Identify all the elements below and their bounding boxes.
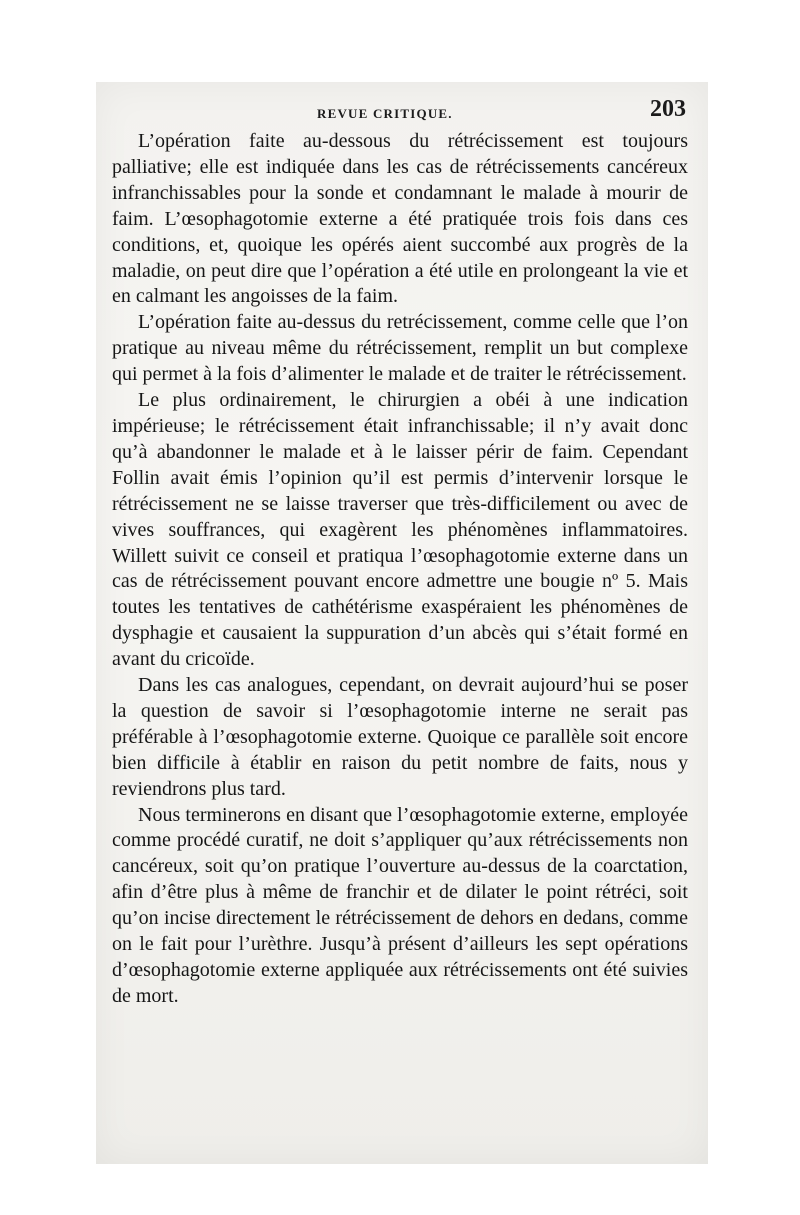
page-number: 203	[650, 96, 686, 122]
body-text	[112, 129, 688, 1010]
running-title: REVUE CRITIQUE.	[317, 106, 453, 121]
paragraph-4: Dans les cas analogues, cependant, on devrait aujourd’hui se poser la question de savoir si l’œsophagotomie interne ne serait pas préférable à l’œsophagotomie externe. Quoique ce parallèle soit encore bien difficile à établir en raison du petit nombre de faits, nous y reviendrons plus tard.	[112, 674, 688, 800]
paragraph-3: Le plus ordinairement, le chirurgien a obéi à une indication impérieuse; le rétrécissement était infranchissable; il n’y avait donc qu’à abandonner le malade et à le laisser périr de faim. Cependant Follin avait émis l’opinion qu’il est permis d’intervenir lorsque le rétrécissement ne se laisse traverser que très-difficilement ou avec de vives souffrances, qui exagèrent les phénomènes inflammatoires. Willett suivit ce conseil et pratiqua l’œsophagotomie externe dans un cas de rétrécissement pouvant encore admettre une bougie nº 5. Mais toutes les tentatives de cathétérisme exaspéraient les phénomènes de dysphagie et causaient la suppuration d’un abcès qui s’était formé en avant du cricoïde.	[112, 389, 688, 671]
running-head	[112, 96, 688, 126]
paragraph-1: L’opération faite au-dessous du rétrécissement est toujours palliative; elle est indiquée dans les cas de rétrécissements cancéreux infranchissables pour la sonde et condamnant le malade à mourir de faim. L’œsophagotomie externe a été pratiquée trois fois dans ces conditions, et, quoique les opérés aient succombé aux progrès de la maladie, on peut dire que l’opération a été utile en prolongeant la vie et en calmant les angoisses de la faim.	[112, 130, 688, 308]
paragraph-2: L’opération faite au-dessus du retrécissement, comme celle que l’on pratique au niveau même du rétrécissement, remplit un but complexe qui permet à la fois d’alimenter le malade et de traiter le rétrécissement.	[112, 311, 688, 386]
paragraph-5: Nous terminerons en disant que l’œsophagotomie externe, employée comme procédé curatif, ne doit s’appliquer qu’aux rétrécissements non cancéreux, soit qu’on pratique l’ouverture au-dessus de la coarctation, afin d’être plus à même de franchir et de dilater le point rétréci, soit qu’on incise directement le rétrécissement de dehors en dedans, comme on le fait pour l’urèthre. Jusqu’à présent d’ailleurs les sept opérations d’œsophagotomie externe appliquée aux rétrécissements ont été suivies de mort.	[112, 803, 688, 1007]
